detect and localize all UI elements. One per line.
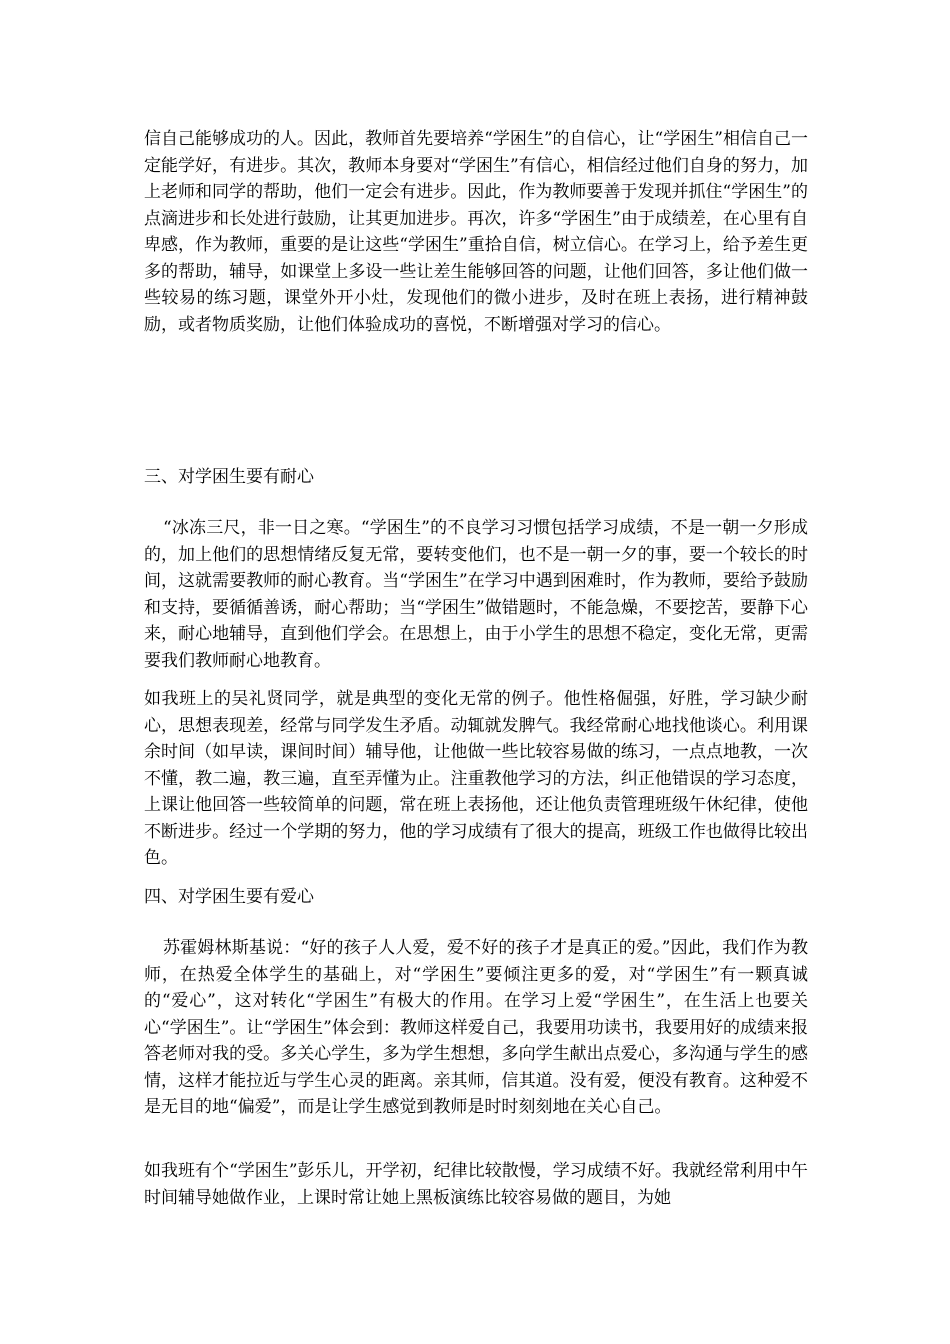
- paragraph-example-peng: 如我班有个“学困生”彭乐儿，开学初，纪律比较散慢，学习成绩不好。我就经常利用中午时间辅导她做作业，上课时常让她上黑板演练比较容易做的题目，为她: [144, 1161, 808, 1208]
- section-heading-love: 四、对学困生要有爱心: [144, 887, 314, 907]
- paragraph-love: 苏霍姆林斯基说：“好的孩子人人爱，爱不好的孩子才是真正的爱。”因此，我们作为教师，在热爱全体学生的基础上，对“学困生”要倾注更多的爱，对“学困生”有一颗真诚的“爱心”，这对转化“学困生”有极大的作用。在学习上爱“学困生”，在生活上也要关心“学困生”。让“学困生”体会到：教师这样爱自己，我要用功读书，我要用好的成绩来报答老师对我的受。多关心学生，多为学生想想，多向学生献出点爱心，多沟通与学生的感情，这样才能拉近与学生心灵的距离。亲其师，信其道。没有爱，便没有教育。这种爱不是无目的地“偏爱”，而是让学生感觉到教师是时时刻刻地在关心自己。: [144, 938, 808, 1117]
- section-heading-patience: 三、对学困生要有耐心: [144, 467, 314, 487]
- paragraph-patience: “冰冻三尺，非一日之寒。“学困生”的不良学习习惯包括学习成绩，不是一朝一夕形成的，加上他们的思想情绪反复无常，要转变他们，也不是一朝一夕的事，要一个较长的时间，这就需要教师的耐心教育。当“学困生”在学习中遇到困难时，作为教师，要给予鼓励和支持，要循循善诱，耐心帮助；当“学困生”做错题时，不能急燥，不要挖苦，要静下心来，耐心地辅导，直到他们学会。在思想上，由于小学生的思想不稳定，变化无常，更需要我们教师耐心地教育。: [144, 518, 808, 671]
- paragraph-example-wu: 如我班上的吴礼贤同学，就是典型的变化无常的例子。他性格倔强，好胜，学习缺少耐心，思想表现差，经常与同学发生矛盾。动辄就发脾气。我经常耐心地找他谈心。利用课余时间（如早读，课间时间）辅导他，让他做一些比较容易做的练习，一点点地教，一次不懂，教二遍，教三遍，直至弄懂为止。注重教他学习的方法，纠正他错误的学习态度，上课让他回答一些较简单的问题，常在班上表扬他，还让他负责管理班级午休纪律，使他不断进步。经过一个学期的努力，他的学习成绩有了很大的提高，班级工作也做得比较出色。: [144, 689, 808, 868]
- paragraph-confidence: 信自己能够成功的人。因此，教师首先要培养“学困生”的自信心，让“学困生”相信自己一定能学好，有进步。其次，教师本身要对“学困生”有信心，相信经过他们自身的努力，加上老师和同学的帮助，他们一定会有进步。因此，作为教师要善于发现并抓住“学困生”的点滴进步和长处进行鼓励，让其更加进步。再次，许多“学困生”由于成绩差，在心里有自卑感，作为教师，重要的是让这些“学困生”重拾自信，树立信心。在学习上，给予差生更多的帮助，辅导，如课堂上多设一些让差生能够回答的问题，让他们回答，多让他们做一些较易的练习题，课堂外开小灶，发现他们的微小进步，及时在班上表扬，进行精神鼓励，或者物质奖励，让他们体验成功的喜悦，不断增强对学习的信心。: [144, 129, 808, 335]
